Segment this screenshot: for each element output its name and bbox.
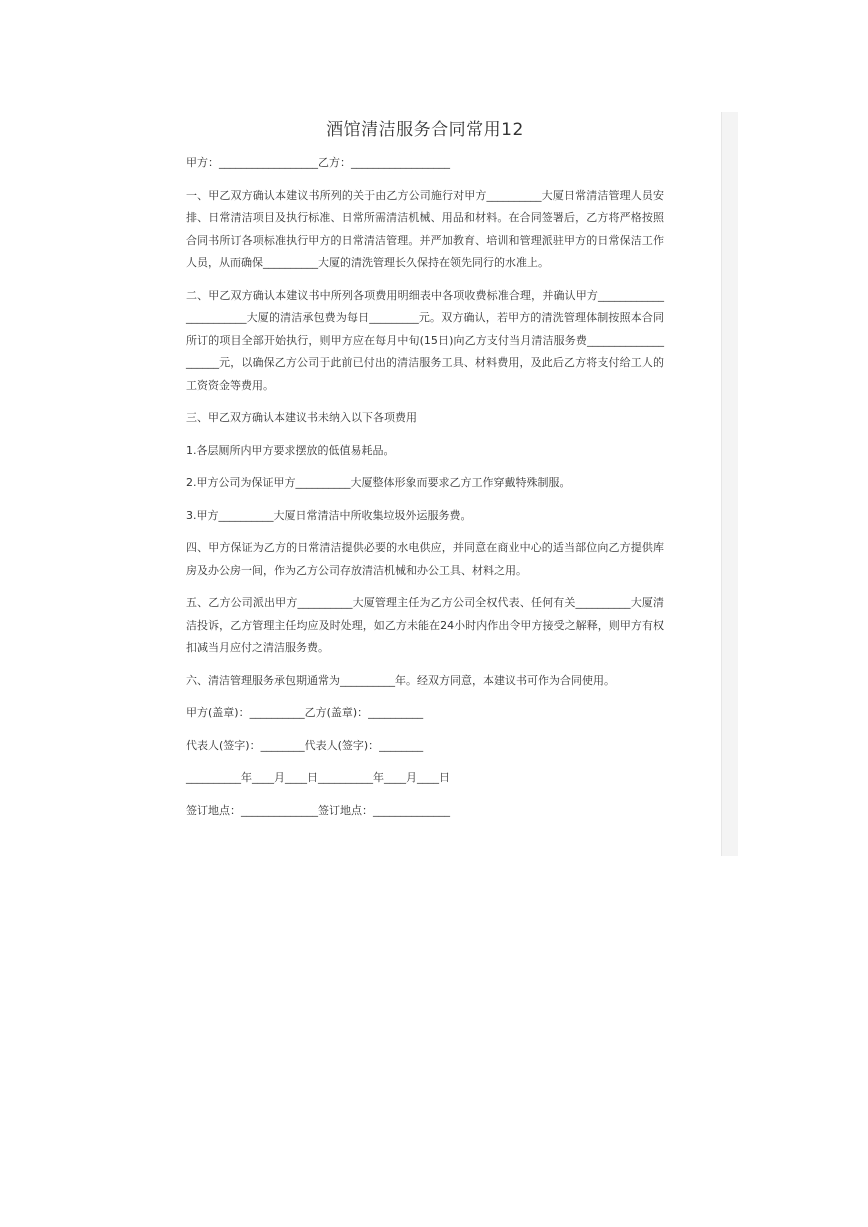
clause-5: 五、乙方公司派出甲方__________大厦管理主任为乙方公司全权代表、任何有关__________大厦清洁投诉，乙方管理主任均应及时处理，如乙方未能在24小时内作出令甲方接受之解释，则甲方有权扣减当月应付之清洁服务费。 (186, 596, 664, 654)
page-side-strip (721, 112, 738, 856)
signature-line: 代表人(签字)：________代表人(签字)：________ (186, 738, 424, 752)
seal-line: 甲方(盖章)：__________乙方(盖章)：__________ (186, 706, 424, 719)
clause-2: 二、甲乙双方确认本建议书中所列各项费用明细表中各项收费标准合理，并确认甲方_______________________大厦的清洁承包费为每日_________元。双方确认，若甲方的清洗管理体制按照本合同所订的项目全部开始执行，则甲方应在每月中旬(15日)向乙方支付当月清洁服务费____________________元，以确保乙方公司于此前已付出的清洁服务工具、材料费用，及此后乙方将支付给工人的工资资金等费用。 (186, 288, 664, 392)
clause-4: 四、甲方保证为乙方的日常清洁提供必要的水电供应，并同意在商业中心的适当部位向乙方提供库房及办公房一间，作为乙方公司存放清洁机械和办公工具、材料之用。 (186, 541, 664, 577)
location-line: 签订地点：______________签订地点：______________ (186, 803, 450, 817)
party-line: 甲方：__________________乙方：__________________ (186, 156, 450, 169)
clause-3: 三、甲乙双方确认本建议书未纳入以下各项费用 (186, 411, 417, 424)
clause-6: 六、清洁管理服务承包期通常为__________年。经双方同意，本建议书可作为合同使用。 (186, 673, 615, 687)
document-title: 酒馆清洁服务合同常用12 (326, 120, 524, 140)
clause-1: 一、甲乙双方确认本建议书所列的关于由乙方公司施行对甲方__________大厦日常清洁管理人员安排、日常清洁项目及执行标准、日常所需清洁机械、用品和材料。在合同签署后，乙方将严格按照合同书所订各项标准执行甲方的日常清洁管理。并严加教育、培训和管理派驻甲方的日常保洁工作人员，从而确保__________大厦的清洗管理长久保持在领先同行的水准上。 (186, 188, 664, 269)
date-line: __________年____月____日__________年____月____日 (186, 771, 450, 784)
document-body (186, 112, 664, 832)
clause-3-item-1: 1.各层厕所内甲方要求摆放的低值易耗品。 (186, 443, 395, 457)
clause-3-item-2: 2.甲方公司为保证甲方__________大厦整体形象而要求乙方工作穿戴特殊制服。 (186, 476, 571, 489)
clause-3-item-3: 3.甲方__________大厦日常清洁中所收集垃圾外运服务费。 (186, 508, 472, 522)
